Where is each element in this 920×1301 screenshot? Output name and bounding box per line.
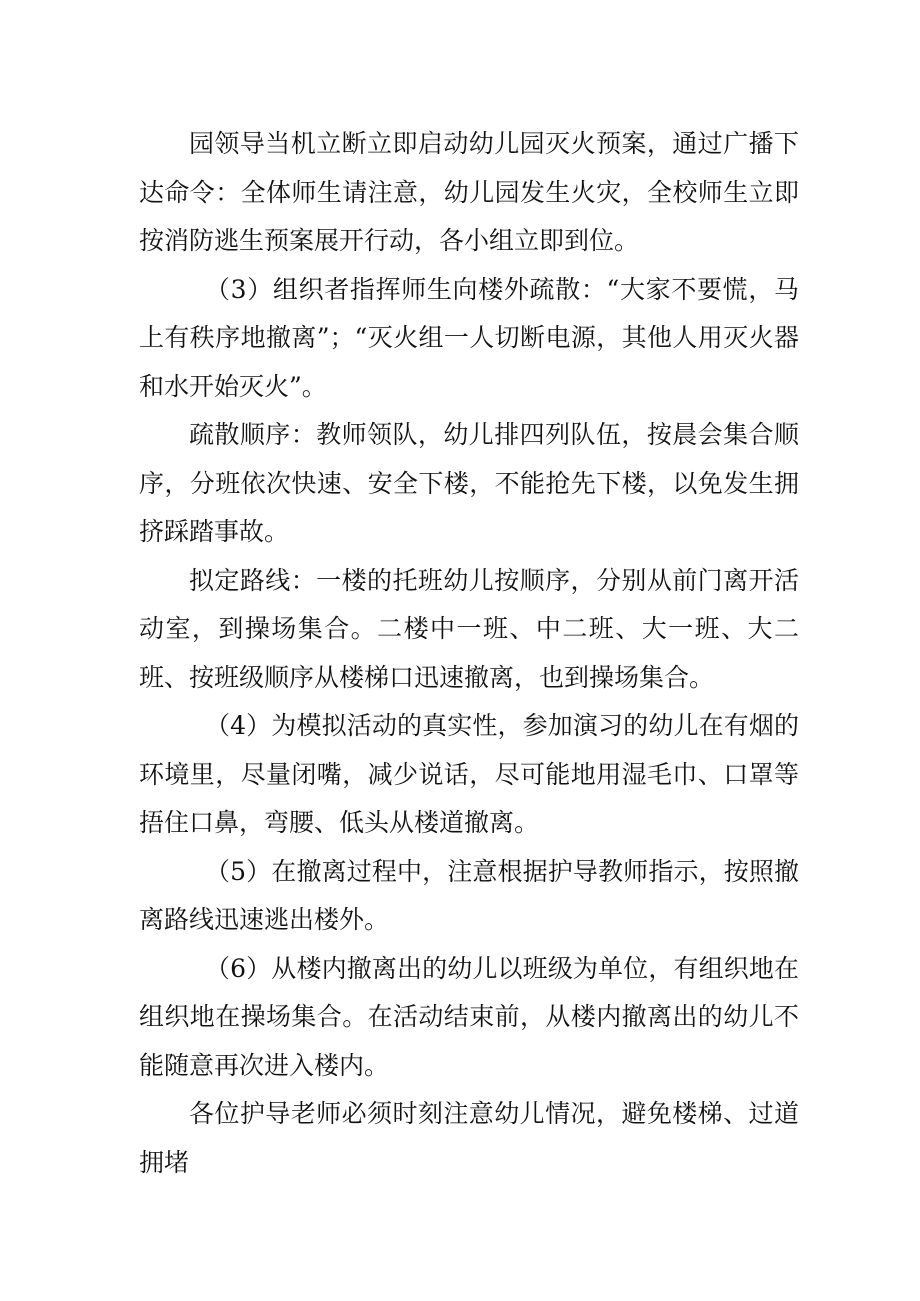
paragraph-1: 园领导当机立断立即启动幼儿园灭火预案，通过广播下达命令：全体师生请注意，幼儿园发生火灾，全校师生立即按消防逃生预案展开行动，各小组立即到位。 xyxy=(139,129,799,255)
paragraph-7: （6）从楼内撤离出的幼儿以班级为单位，有组织地在组织地在操场集合。在活动结束前，从楼内撤离出的幼儿不能随意再次进入楼内。 xyxy=(139,953,799,1080)
paragraph-2: （3）组织者指挥师生向楼外疏散：“大家不要慌，马上有秩序地撤离”；“灭火组一人切断电源，其他人用灭火器和水开始灭火”。 xyxy=(139,274,799,401)
paragraph-3: 疏散顺序：教师领队，幼儿排四列队伍，按晨会集合顺序，分班依次快速、安全下楼，不能抢先下楼，以免发生拥挤踩踏事故。 xyxy=(139,420,799,546)
paragraph-5: （4）为模拟活动的真实性，参加演习的幼儿在有烟的环境里，尽量闭嘴，减少说话，尽可能地用湿毛巾、口罩等捂住口鼻，弯腰、低头从楼道撤离。 xyxy=(139,711,799,837)
document-body xyxy=(139,120,799,1187)
paragraph-6: （5）在撤离过程中，注意根据护导教师指示，按照撤离路线迅速逃出楼外。 xyxy=(139,856,799,934)
paragraph-4: 拟定路线：一楼的托班幼儿按顺序，分别从前门离开活动室，到操场集合。二楼中一班、中二班、大一班、大二班、按班级顺序从楼梯口迅速撤离，也到操场集合。 xyxy=(139,565,799,692)
paragraph-8: 各位护导老师必须时刻注意幼儿情况，避免楼梯、过道拥堵 xyxy=(139,1099,799,1177)
